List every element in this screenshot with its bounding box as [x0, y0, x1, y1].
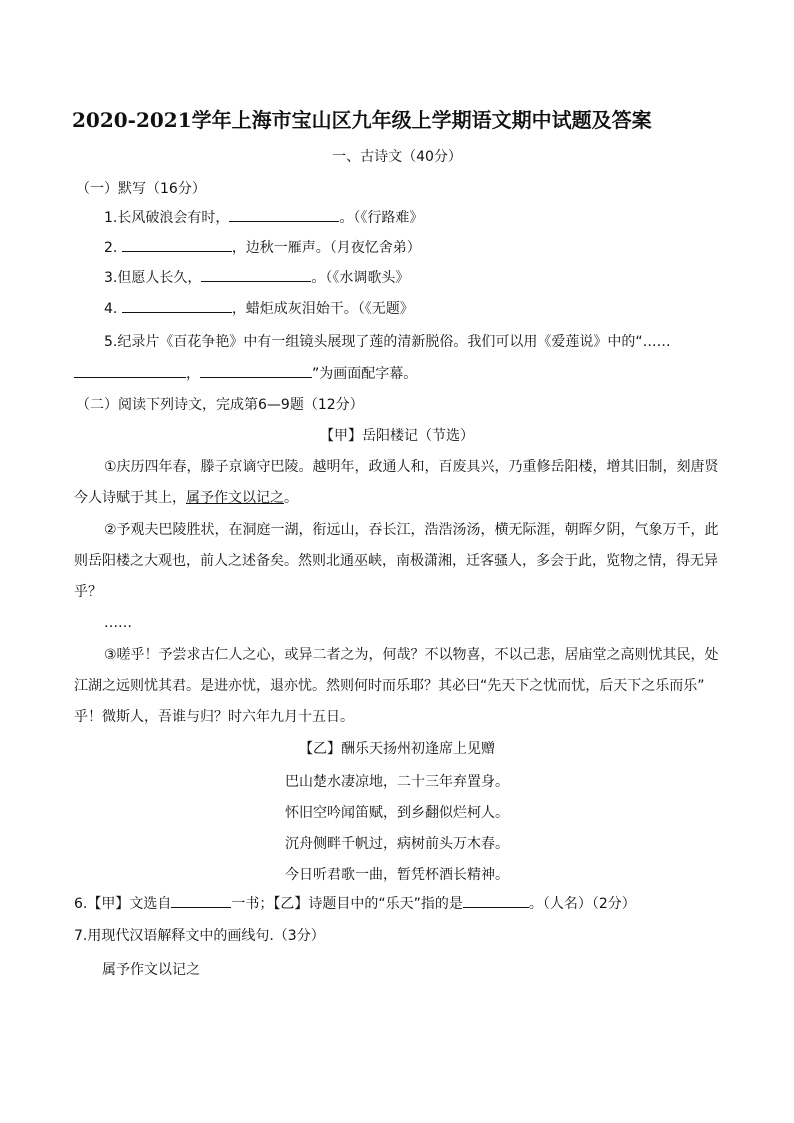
yi-title: 【乙】酬乐天扬州初逢席上见赠	[299, 741, 495, 757]
question-7-item: 属予作文以记之	[102, 962, 200, 978]
q5-blank-1[interactable]	[74, 365, 186, 378]
q2-blank[interactable]	[122, 239, 232, 252]
para3-line3: 乎！微斯人，吾谁与归？时六年九月十五日。	[74, 709, 354, 725]
poem-line: 今日听君歌一曲，暂凭杯酒长精神。	[285, 867, 509, 883]
para2-line2: 则岳阳楼之大观也，前人之述备矣。然则北通巫峡，南极潇湘，迁客骚人，多会于此，览物之情，得无异	[74, 553, 718, 569]
question-1	[104, 209, 423, 227]
q6-blank-1[interactable]	[171, 895, 231, 908]
q3-blank[interactable]	[201, 269, 311, 282]
q3-text: 3.但愿人长久，	[104, 270, 202, 286]
poem-line: 怀旧空吟闻笛赋，到乡翻似烂柯人。	[285, 805, 509, 821]
ellipsis: ……	[104, 615, 132, 631]
poem-line: 巴山楚水凄凉地，二十三年弃置身。	[285, 774, 509, 790]
section-heading: 一、古诗文（40分）	[332, 149, 462, 165]
question-2	[104, 239, 421, 257]
para2-line1: ②予观夫巴陵胜状，在洞庭一湖，衔远山，吞长江，浩浩汤汤，横无际涯，朝晖夕阴，气象万千，此	[104, 522, 719, 538]
q5-end: ”为画面配字幕。	[312, 366, 418, 382]
para1-text: 今人诗赋于其上，	[74, 490, 186, 506]
q2-text: 2.	[104, 240, 122, 256]
question-4	[104, 300, 414, 318]
q4-blank[interactable]	[122, 300, 232, 313]
question-7: 7.用现代汉语解释文中的画线句.（3分）	[74, 928, 325, 944]
q6-text-c: 。（人名）（2分）	[528, 896, 636, 912]
page-title: 2020-2021学年上海市宝山区九年级上学期语文期中试题及答案	[72, 108, 652, 132]
q6-text-b: 一书；【乙】诗题目中的“乐天”指的是	[231, 896, 463, 912]
para3-line2: 江湖之远则忧其君。是进亦忧，退亦忧。然则何时而乐耶？其必曰“先天下之忧而忧，后天下之乐而乐”	[74, 678, 705, 694]
q1-text: 1.长风破浪会有时，	[104, 210, 230, 226]
para1-line2	[74, 489, 298, 507]
q6-blank-2[interactable]	[463, 895, 529, 908]
question-3	[104, 269, 409, 287]
para1-line1: ①庆历四年春，滕子京谪守巴陵。越明年，政通人和，百废具兴，乃重修岳阳楼，增其旧制，刻唐贤	[104, 459, 719, 475]
q1-blank[interactable]	[229, 209, 339, 222]
q1-source: 。（《行路难》	[339, 210, 424, 226]
q6-text-a: 6.【甲】文选自	[74, 896, 172, 912]
q2-source: ，边秋一雁声。（月夜忆舍弟）	[231, 240, 421, 256]
underlined-sentence: 属予作文以记之	[186, 490, 284, 506]
q5-sep: ，	[186, 366, 200, 382]
para1-end: 。	[284, 490, 298, 506]
para2-line3: 乎？	[74, 584, 102, 600]
q3-source: 。（《水调歌头》	[311, 270, 410, 286]
para3-line1: ③嗟乎！予尝求古仁人之心，或异二者之为，何哉？不以物喜，不以己悲，居庙堂之高则忧其民，处	[104, 647, 719, 663]
part2-heading: （二）阅读下列诗文，完成第6—9题（12分）	[76, 397, 364, 413]
question-6	[74, 895, 636, 913]
q4-text: 4.	[104, 301, 122, 317]
part1-heading: （一）默写（16分）	[76, 181, 206, 197]
poem-line: 沉舟侧畔千帆过，病树前头万木春。	[285, 836, 509, 852]
question-5-line1: 5.纪录片《百花争艳》中有一组镜头展现了莲的清新脱俗。我们可以用《爱莲说》中的“……	[104, 334, 671, 350]
question-5-line2	[74, 365, 417, 383]
jia-title: 【甲】岳阳楼记（节选）	[320, 428, 474, 444]
q4-source: ，蜡炬成灰泪始干。（《无题》	[231, 301, 414, 317]
q5-blank-2[interactable]	[200, 365, 312, 378]
